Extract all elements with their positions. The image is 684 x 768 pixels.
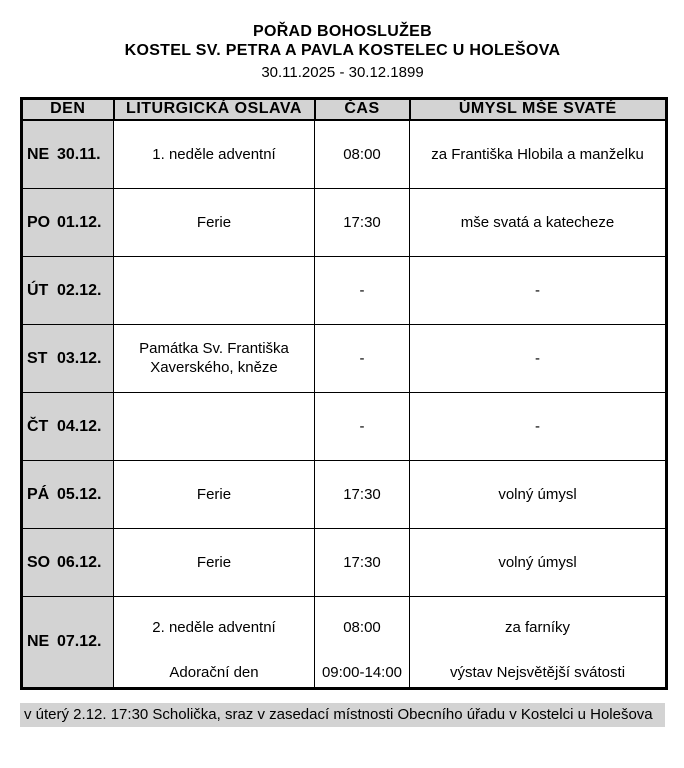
time-text: 08:00 [343, 619, 381, 636]
table-header-row [22, 99, 667, 121]
intention-cell [410, 596, 667, 688]
time-cell [315, 528, 410, 596]
day-abbreviation: NE [27, 145, 50, 163]
day-date: 30.11. [57, 145, 101, 163]
date-range: 30.11.2025 - 30.12.1899 [261, 64, 424, 81]
day-abbreviation: NE [27, 633, 50, 650]
day-cell [22, 460, 114, 528]
celebration-cell [114, 324, 315, 392]
celebration-cell [114, 256, 315, 324]
schedule-table [20, 97, 668, 690]
day-cell [22, 528, 114, 596]
intention-text: - [535, 281, 540, 299]
day-cell [22, 120, 114, 188]
intention-text-line2: výstav Nejsvětější svátosti [449, 663, 626, 681]
time-text: 17:30 [343, 213, 381, 231]
celebration-text: 1. neděle adventní [152, 145, 276, 163]
day-cell [22, 188, 114, 256]
celebration-cell [114, 460, 315, 528]
table-row [22, 256, 667, 324]
table-row [22, 392, 667, 460]
day-date: 04.12. [57, 417, 102, 435]
col-header-day: DEN [22, 99, 114, 121]
time-text: - [359, 281, 365, 299]
celebration-cell [114, 120, 315, 188]
celebration-cell [114, 596, 315, 688]
day-date: 07.12. [57, 633, 102, 650]
day-abbreviation: ST [27, 349, 48, 367]
table-row [22, 188, 667, 256]
intention-cell [410, 460, 667, 528]
intention-text: za farníky [504, 619, 571, 636]
intention-cell [410, 392, 667, 460]
time-cell [315, 392, 410, 460]
table-row [22, 324, 667, 392]
day-date: 05.12. [57, 485, 102, 503]
day-abbreviation: PÁ [27, 485, 50, 503]
celebration-text: Ferie [196, 213, 232, 231]
time-cell [315, 188, 410, 256]
col-header-celebration: LITURGICKÁ OSLAVA [114, 99, 315, 121]
time-text: 17:30 [343, 553, 381, 571]
intention-text: - [535, 349, 540, 367]
col-header-intention: ÚMYSL MŠE SVATÉ [410, 99, 667, 121]
celebration-text: Památka Sv. Františka Xaverského, kněze [139, 340, 289, 376]
time-text: 08:00 [343, 145, 381, 163]
footer-note: v úterý 2.12. 17:30 Scholička, sraz v zasedací místnosti Obecního úřadu v Kostelci u Holešova [20, 703, 665, 727]
intention-text: volný úmysl [498, 553, 577, 571]
celebration-text: Ferie [196, 553, 232, 571]
church-name: KOSTEL SV. PETRA A PAVLA KOSTELEC U HOLEŠOVA [124, 42, 561, 59]
time-cell [315, 120, 410, 188]
table-row [22, 120, 667, 188]
day-cell [22, 596, 114, 688]
time-cell [315, 596, 410, 688]
intention-text: - [535, 417, 540, 435]
day-abbreviation: SO [27, 553, 51, 571]
celebration-text: 2. neděle adventní [152, 619, 276, 636]
intention-text: volný úmysl [498, 485, 577, 503]
celebration-text: Ferie [196, 485, 232, 503]
intention-text: za Františka Hlobila a manželku [431, 145, 644, 163]
page-title: POŘAD BOHOSLUŽEB [252, 23, 433, 40]
day-date: 02.12. [57, 281, 102, 299]
time-cell [315, 324, 410, 392]
table-row [22, 528, 667, 596]
intention-text: mše svatá a katecheze [460, 213, 615, 231]
day-date: 06.12. [57, 553, 102, 571]
time-text: - [359, 417, 365, 435]
table-row [22, 460, 667, 528]
day-abbreviation: ÚT [27, 281, 49, 299]
day-cell [22, 392, 114, 460]
intention-cell [410, 120, 667, 188]
day-date: 03.12. [57, 349, 102, 367]
intention-cell [410, 528, 667, 596]
time-text-line2: 09:00-14:00 [321, 663, 403, 681]
day-cell [22, 256, 114, 324]
day-abbreviation: PO [27, 213, 51, 231]
intention-cell [410, 188, 667, 256]
time-text: - [359, 349, 365, 367]
time-text: 17:30 [343, 485, 381, 503]
celebration-cell [114, 392, 315, 460]
day-cell [22, 324, 114, 392]
table-row [22, 596, 667, 688]
day-date: 01.12. [57, 213, 102, 231]
day-abbreviation: ČT [27, 417, 49, 435]
schedule-body [22, 120, 667, 688]
celebration-cell [114, 528, 315, 596]
time-cell [315, 256, 410, 324]
time-cell [315, 460, 410, 528]
celebration-text-line2: Adorační den [169, 663, 259, 681]
intention-cell [410, 256, 667, 324]
intention-cell [410, 324, 667, 392]
col-header-time: ČAS [315, 99, 410, 121]
celebration-cell [114, 188, 315, 256]
